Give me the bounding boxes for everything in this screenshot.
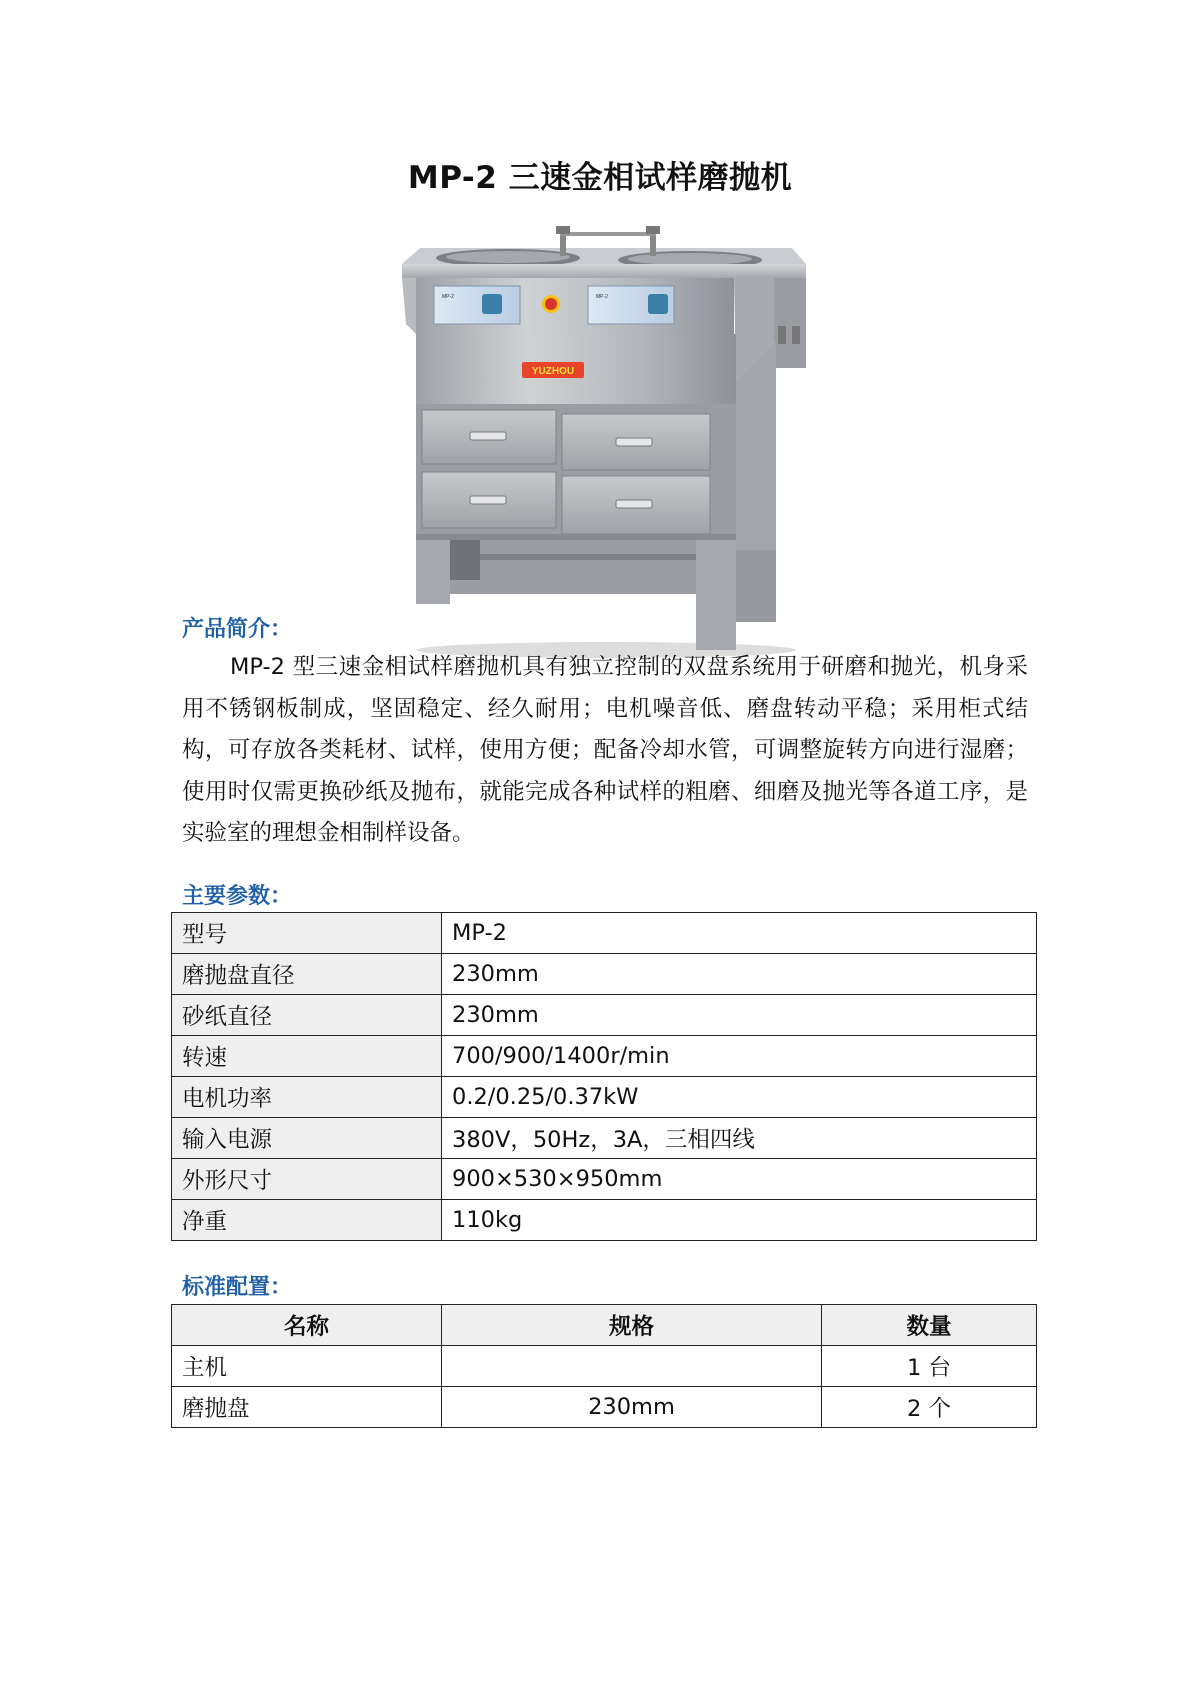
param-value: MP-2 — [442, 913, 1037, 954]
param-row — [172, 1118, 1037, 1159]
param-value: 230mm — [442, 995, 1037, 1036]
config-table — [171, 1304, 1037, 1428]
config-name: 主机 — [172, 1346, 442, 1387]
config-col-qty: 数量 — [822, 1305, 1037, 1346]
config-spec — [442, 1346, 822, 1387]
param-value: 110kg — [442, 1200, 1037, 1241]
param-row — [172, 1159, 1037, 1200]
config-spec: 230mm — [442, 1387, 822, 1428]
config-row — [172, 1346, 1037, 1387]
config-header-row — [172, 1305, 1037, 1346]
param-label: 砂纸直径 — [172, 995, 442, 1036]
params-table — [171, 912, 1037, 1241]
config-qty: 2 个 — [822, 1387, 1037, 1428]
param-label: 型号 — [172, 913, 442, 954]
brand-logo-text: YUZHOU — [531, 366, 575, 377]
intro-heading: 产品简介： — [182, 617, 293, 642]
param-row — [172, 1200, 1037, 1241]
param-row — [172, 1036, 1037, 1077]
param-value: 900×530×950mm — [442, 1159, 1037, 1200]
param-label: 磨抛盘直径 — [172, 954, 442, 995]
param-value: 380V，50Hz，3A，三相四线 — [442, 1118, 1037, 1159]
config-col-name: 名称 — [172, 1305, 442, 1346]
param-row — [172, 954, 1037, 995]
panel-label-left: MP-2 — [442, 294, 454, 300]
param-value: 700/900/1400r/min — [442, 1036, 1037, 1077]
param-label: 转速 — [172, 1036, 442, 1077]
param-label: 净重 — [172, 1200, 442, 1241]
param-label: 外形尺寸 — [172, 1159, 442, 1200]
param-value: 230mm — [442, 954, 1037, 995]
panel-label-right: MP-2 — [596, 294, 608, 300]
config-heading: 标准配置： — [182, 1275, 293, 1300]
param-row — [172, 1077, 1037, 1118]
config-qty: 1 台 — [822, 1346, 1037, 1387]
param-row — [172, 913, 1037, 954]
config-name: 磨抛盘 — [172, 1387, 442, 1428]
intro-text: MP-2 型三速金相试样磨抛机具有独立控制的双盘系统用于研磨和抛光，机身采用不锈钢板制成，坚固稳定、经久耐用；电机噪音低、磨盘转动平稳；采用柜式结构，可存放各类耗材、试样，使用方便；配备冷却水管，可调整旋转方向进行湿磨；使用时仅需更换砂纸及抛布，就能完成各种试样的粗磨、细磨及抛光等各道工序，是实验室的理想金相制样设备。 — [182, 654, 1028, 846]
product-image — [396, 220, 816, 660]
params-heading: 主要参数： — [182, 884, 293, 909]
param-row — [172, 995, 1037, 1036]
param-label: 电机功率 — [172, 1077, 442, 1118]
param-value: 0.2/0.25/0.37kW — [442, 1077, 1037, 1118]
param-label: 输入电源 — [172, 1118, 442, 1159]
config-row — [172, 1387, 1037, 1428]
config-col-spec: 规格 — [442, 1305, 822, 1346]
page-title: MP-2 三速金相试样磨抛机 — [407, 160, 793, 196]
